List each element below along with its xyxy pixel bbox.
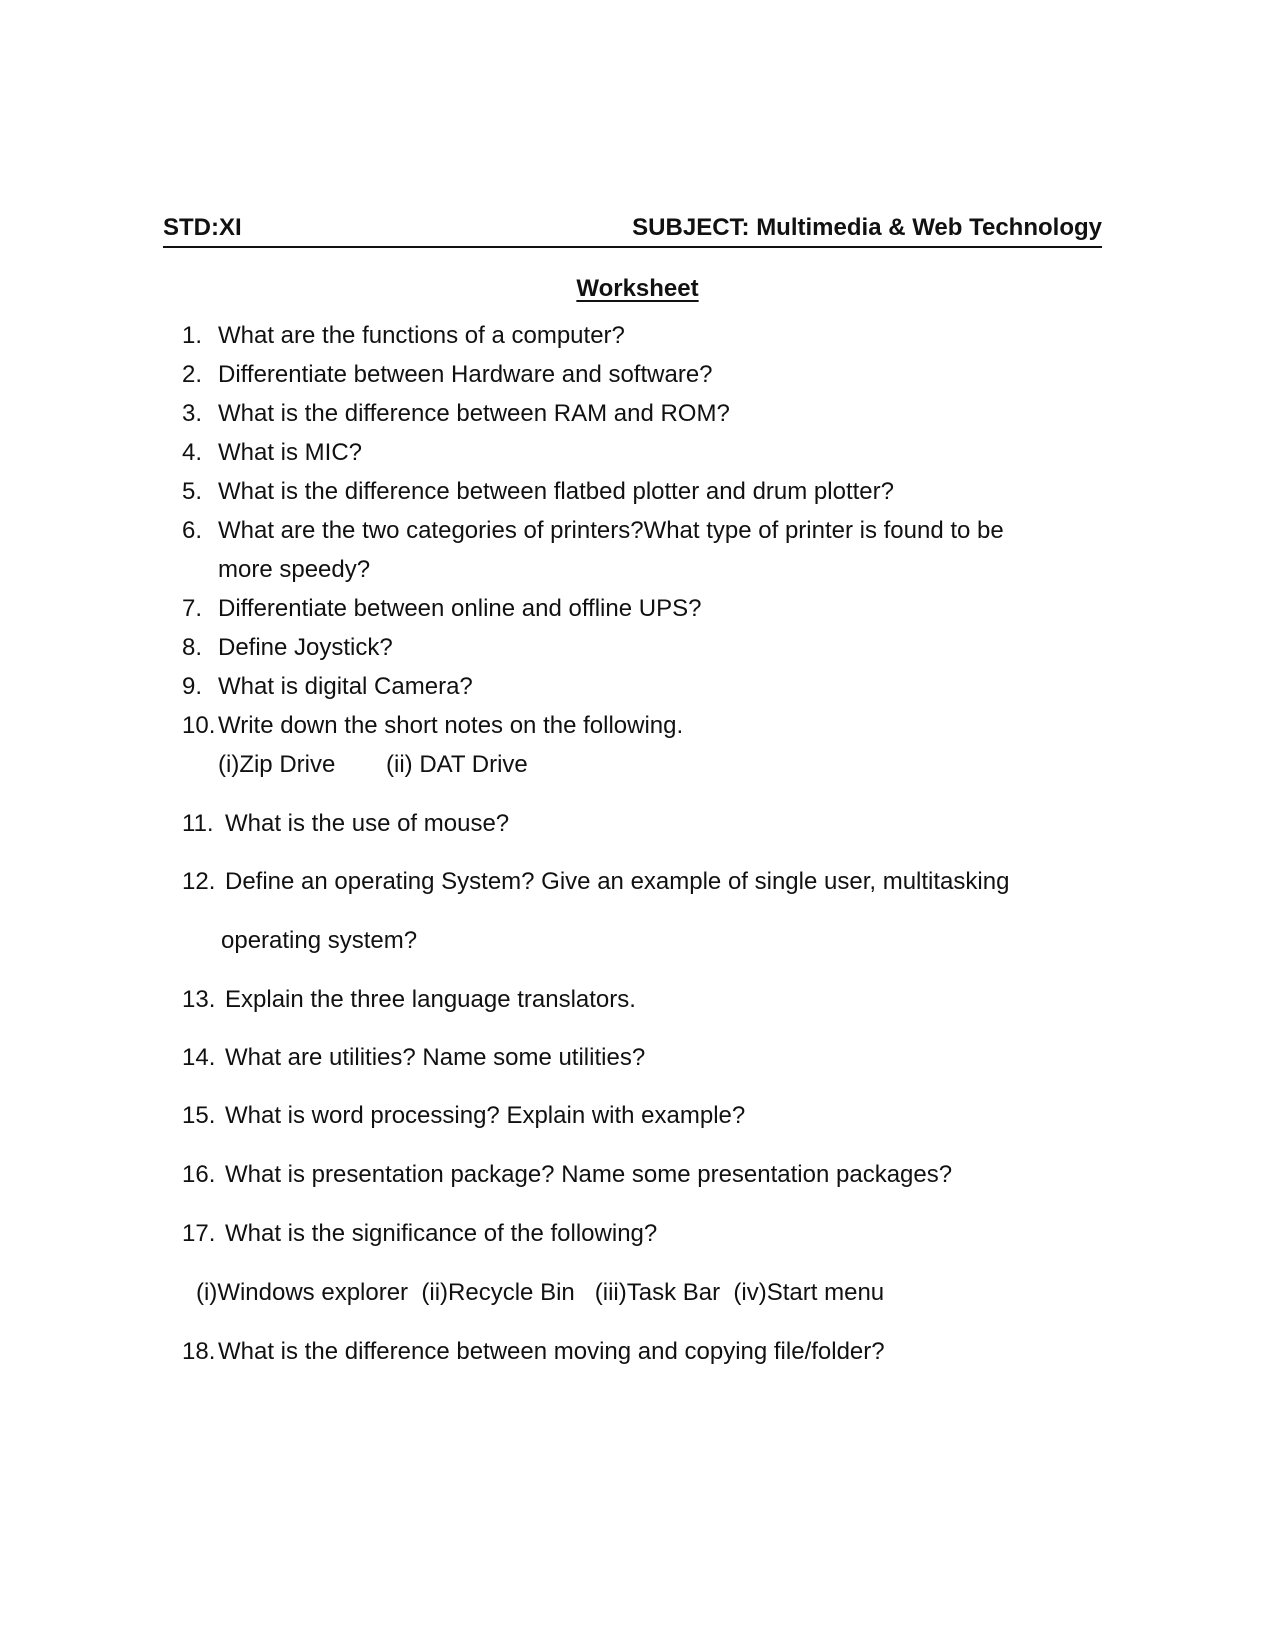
question-text: Differentiate between online and offline UPS? (218, 595, 702, 622)
question-text: What are utilities? Name some utilities? (225, 1044, 646, 1071)
sub-item: (ii) DAT Drive (386, 751, 528, 778)
question-text-continued: more speedy? (218, 556, 371, 583)
question-number: 5. (182, 478, 203, 505)
question-number: 2. (182, 361, 203, 388)
question-text: What is the use of mouse? (225, 810, 510, 837)
worksheet-title: Worksheet (576, 275, 699, 302)
question-number: 11. (182, 810, 214, 837)
question-text: What is digital Camera? (218, 673, 473, 700)
question-text: Differentiate between Hardware and software? (218, 361, 713, 388)
question-number: 12. (182, 868, 216, 895)
sub-items-line: (i)Windows explorer (ii)Recycle Bin (iii)Task Bar (iv)Start menu (196, 1279, 885, 1306)
question-number: 6. (182, 517, 203, 544)
header-row (163, 210, 1102, 248)
question-number: 8. (182, 634, 203, 661)
question-text: What is word processing? Explain with example? (225, 1102, 746, 1129)
question-text-continued: operating system? (221, 927, 418, 954)
std-label: STD:XI (163, 214, 242, 241)
question-number: 15. (182, 1102, 216, 1129)
question-number: 7. (182, 595, 203, 622)
page-title (0, 273, 1275, 305)
question-text: What are the functions of a computer? (218, 322, 625, 349)
question-number: 4. (182, 439, 203, 466)
question-text: What is presentation package? Name some presentation packages? (225, 1161, 953, 1188)
question-number: 18. (182, 1338, 216, 1365)
question-text: What is the difference between flatbed plotter and drum plotter? (218, 478, 894, 505)
question-text: Explain the three language translators. (225, 986, 636, 1013)
question-text: What is MIC? (218, 439, 363, 466)
question-text: What is the difference between RAM and ROM? (218, 400, 730, 427)
subject-label: SUBJECT: Multimedia & Web Technology (632, 214, 1102, 241)
question-number: 9. (182, 673, 203, 700)
question-number: 14. (182, 1044, 216, 1071)
question-number: 13. (182, 986, 216, 1013)
question-number: 1. (182, 322, 203, 349)
question-number: 17. (182, 1220, 216, 1247)
question-number: 16. (182, 1161, 216, 1188)
question-number: 3. (182, 400, 203, 427)
question-text: What is the significance of the following? (225, 1220, 658, 1247)
question-text: Define an operating System? Give an example of single user, multitasking (225, 868, 1010, 895)
question-text: What is the difference between moving and copying file/folder? (218, 1338, 885, 1365)
question-text: Write down the short notes on the following. (218, 712, 684, 739)
question-number: 10. (182, 712, 216, 739)
question-text: Define Joystick? (218, 634, 393, 661)
question-text: What are the two categories of printers?What type of printer is found to be (218, 517, 1004, 544)
sub-item: (i)Zip Drive (218, 751, 336, 778)
